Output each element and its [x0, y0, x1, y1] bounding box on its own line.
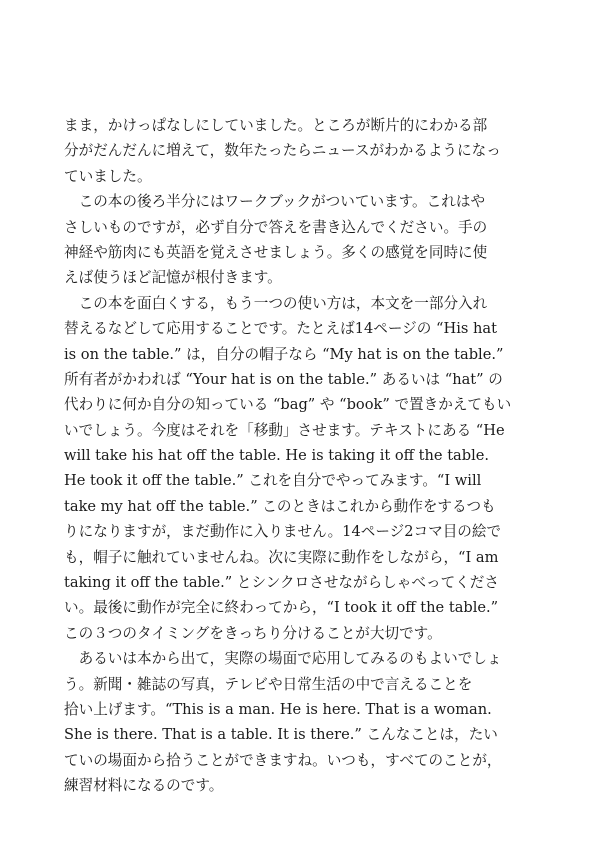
text-line: まま，かけっぱなしにしていました。ところが断片的にわかる部: [64, 117, 488, 134]
text-line: えば使うほど記憶が根付きます。: [64, 269, 282, 287]
text-line: りになりますが，まだ動作に入りません。14ページ2コマ目の絵で: [64, 523, 502, 541]
text-line: 代わりに何か自分の知っている “bag” や “book” で置きかえてもい: [64, 396, 512, 414]
text-line: 所有者がかわれば “Your hat is on the table.” あるいは “hat” の: [64, 370, 503, 388]
text-line: さしいものですが，必ず自分で答えを書き込んでください。手の: [64, 218, 488, 236]
text-line: ていの場面から拾うことができますね。いつも，すべてのことが，: [64, 751, 502, 769]
text-line: ていました。: [64, 167, 152, 185]
text-line: い。最後に動作が完全に終わってから，“I took it off the table.”: [64, 599, 499, 617]
text-line: will take his hat off the table. He is taking it off the table.: [64, 447, 490, 465]
text-line: is on the table.” は，自分の帽子なら “My hat is on the table.”: [64, 345, 504, 363]
text-line: He took it off the table.” これを自分でやってみます。“I will: [64, 472, 482, 490]
text-line: 拾い上げます。“This is a man. He is here. That is a woman.: [64, 700, 492, 718]
text-line: この本の後ろ半分にはワークブックがついています。これはや: [64, 193, 486, 211]
text-line: 練習材料になるのです。: [64, 777, 224, 795]
text-line: あるいは本から出て，実際の場面で応用してみるのもよいでしょ: [64, 650, 502, 668]
body-text: [64, 113, 534, 799]
text-line: taking it off the table.” とシンクロさせながらしゃべってくださ: [64, 574, 499, 592]
text-line: take my hat off the table.” このときはこれから動作をするつも: [64, 497, 496, 515]
text-line: 分がだんだんに増えて，数年たったらニュースがわかるようになっ: [64, 142, 501, 160]
text-line: う。新聞・雑誌の写真，テレビや日常生活の中で言えることを: [64, 675, 473, 693]
text-line: 替えるなどして応用することです。たとえば14ページの “His hat: [64, 320, 497, 338]
text-line: 神経や筋肉にも英語を覚えさせましょう。多くの感覚を同時に使: [64, 243, 488, 261]
text-line: いでしょう。今度はそれを「移動」させます。テキストにある “He: [64, 421, 505, 439]
text-line: この本を面白くする，もう一つの使い方は，本文を一部分入れ: [64, 294, 488, 312]
text-line: She is there. That is a table. It is there.” こんなことは，たい: [64, 726, 498, 744]
text-line: この３つのタイミングをきっちり分けることが大切です。: [64, 624, 442, 642]
text-line: も，帽子に触れていませんね。次に実際に動作をしながら，“I am: [64, 548, 499, 566]
